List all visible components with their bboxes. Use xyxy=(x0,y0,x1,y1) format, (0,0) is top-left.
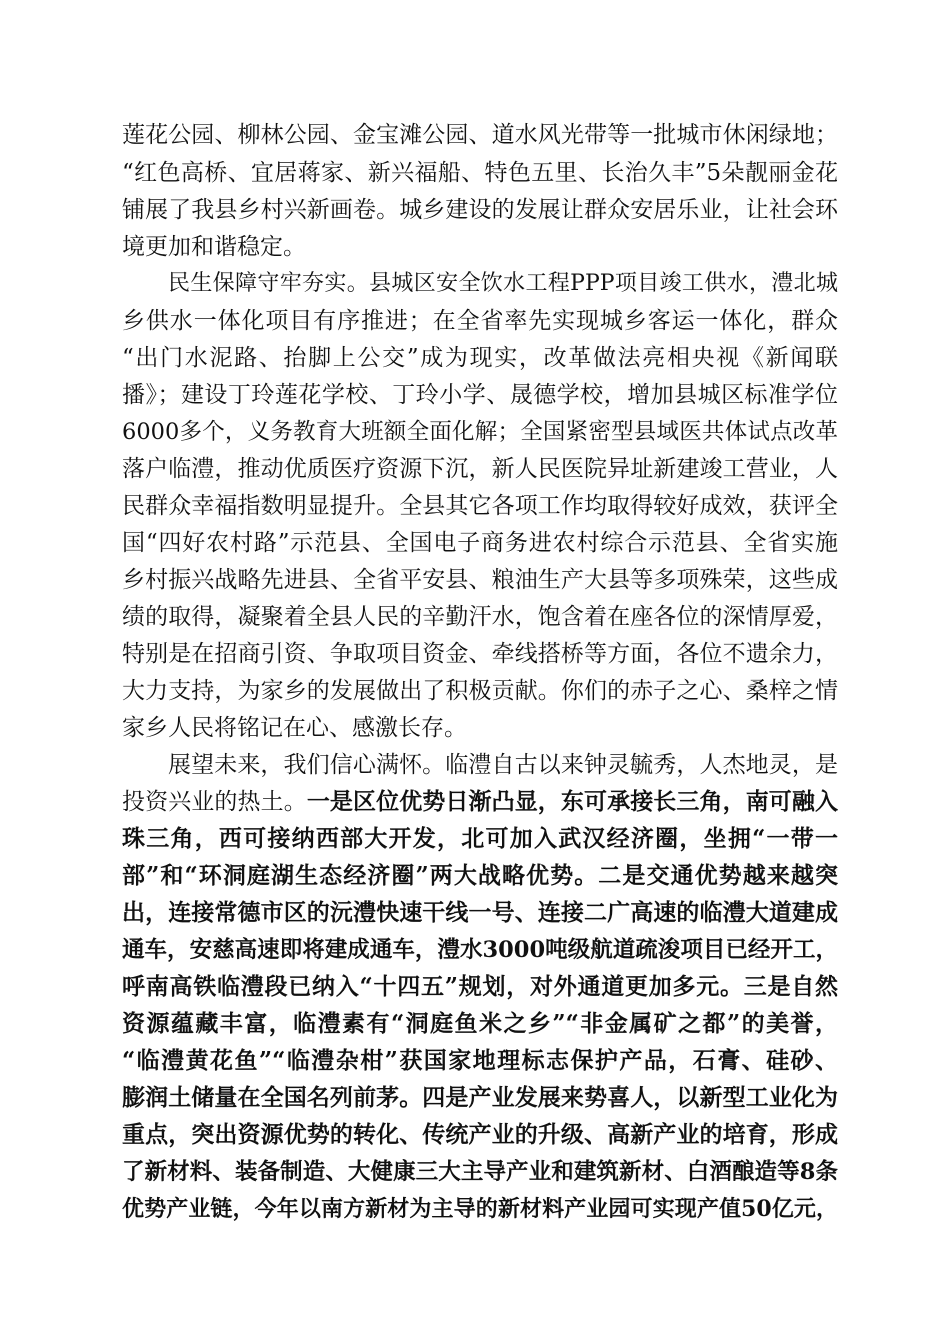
bold-text-line: 珠三角，西可接纳西部大开发，北可加入武汉经济圈，坐拥“一带一 xyxy=(122,825,838,852)
text-line: 民生保障守牢夯实。县城区安全饮水工程PPP项目竣工供水，澧北城 xyxy=(168,271,838,296)
bold-text-line: “临澧黄花鱼”“临澧杂柑”获国家地理标志保护产品，石膏、硅砂、 xyxy=(122,1047,838,1074)
text-line: 铺展了我县乡村兴新画卷。城乡建设的发展让群众安居乐业，让社会环 xyxy=(122,197,838,223)
text-line: 展望未来，我们信心满怀。临澧自古以来钟灵毓秀，人杰地灵，是 xyxy=(168,752,838,778)
text-line: 大力支持，为家乡的发展做出了积极贡献。你们的赤子之心、桑梓之情 xyxy=(122,678,838,704)
bold-text-line: 部”和“环洞庭湖生态经济圈”两大战略优势。二是交通优势越来越突 xyxy=(122,862,838,889)
text-line: 境更加和谐稳定。 xyxy=(122,234,306,260)
bold-text-line: 膨润土储量在全国名列前茅。四是产业发展来势喜人，以新型工业化为 xyxy=(122,1084,838,1111)
bold-text-line: 出，连接常德市区的沅澧快速干线一号、连接二广高速的临澧大道建成 xyxy=(122,899,838,926)
bold-text-run: 一是区位优势日渐凸显，东可承接长三角，南可融入 xyxy=(306,788,838,815)
bold-text-line: 资源蕴藏丰富，临澧素有“洞庭鱼米之乡”“非金属矿之都”的美誉， xyxy=(122,1010,838,1037)
text-line: 落户临澧，推动优质医疗资源下沉，新人民医院异址新建竣工营业，人 xyxy=(122,456,838,482)
text-line: 乡供水一体化项目有序推进；在全省率先实现城乡客运一体化，群众 xyxy=(122,308,838,334)
text-line: 播》；建设丁玲莲花学校、丁玲小学、晟德学校，增加县城区标准学位 xyxy=(122,382,838,408)
bold-text-line: 通车，安慈高速即将建成通车，澧水3000吨级航道疏浚项目已经开工， xyxy=(122,937,838,963)
text-line: 绩的取得，凝聚着全县人民的辛勤汗水，饱含着在座各位的深情厚爱， xyxy=(122,604,838,630)
text-line: 特别是在招商引资、争取项目资金、牵线搭桥等方面，各位不遗余力， xyxy=(122,641,838,667)
bold-text-line: 重点，突出资源优势的转化、传统产业的升级、高新产业的培育，形成 xyxy=(122,1121,838,1148)
text-line: 6000多个，义务教育大班额全面化解；全国紧密型县域医共体试点改革 xyxy=(122,419,838,445)
text-line: 莲花公园、柳林公园、金宝滩公园、道水风光带等一批城市休闲绿地； xyxy=(122,122,838,148)
text-line: 民群众幸福指数明显提升。全县其它各项工作均取得较好成效，获评全 xyxy=(122,493,838,519)
text-line: 家乡人民将铭记在心、感激长存。 xyxy=(122,715,467,741)
bold-text-line: 优势产业链，今年以南方新材为主导的新材料产业园可实现产值50亿元， xyxy=(122,1196,838,1222)
text-run: 投资兴业的热土。 xyxy=(122,789,307,815)
bold-text-line: 呼南高铁临澧段已纳入“十四五”规划，对外通道更加多元。三是自然 xyxy=(122,973,838,1000)
text-line: “出门水泥路、抬脚上公交”成为现实，改革做法亮相央视《新闻联 xyxy=(122,345,838,371)
text-line: 乡村振兴战略先进县、全省平安县、粮油生产大县等多项殊荣，这些成 xyxy=(122,567,838,593)
text-line: 国“四好农村路”示范县、全国电子商务进农村综合示范县、全省实施 xyxy=(122,530,838,556)
bold-text-line: 了新材料、装备制造、大健康三大主导产业和建筑新材、白酒酿造等8条 xyxy=(122,1159,838,1185)
text-line-mixed xyxy=(122,783,838,821)
text-line: “红色高桥、宜居蒋家、新兴福船、特色五里、长治久丰”5朵靓丽金花 xyxy=(122,160,838,186)
